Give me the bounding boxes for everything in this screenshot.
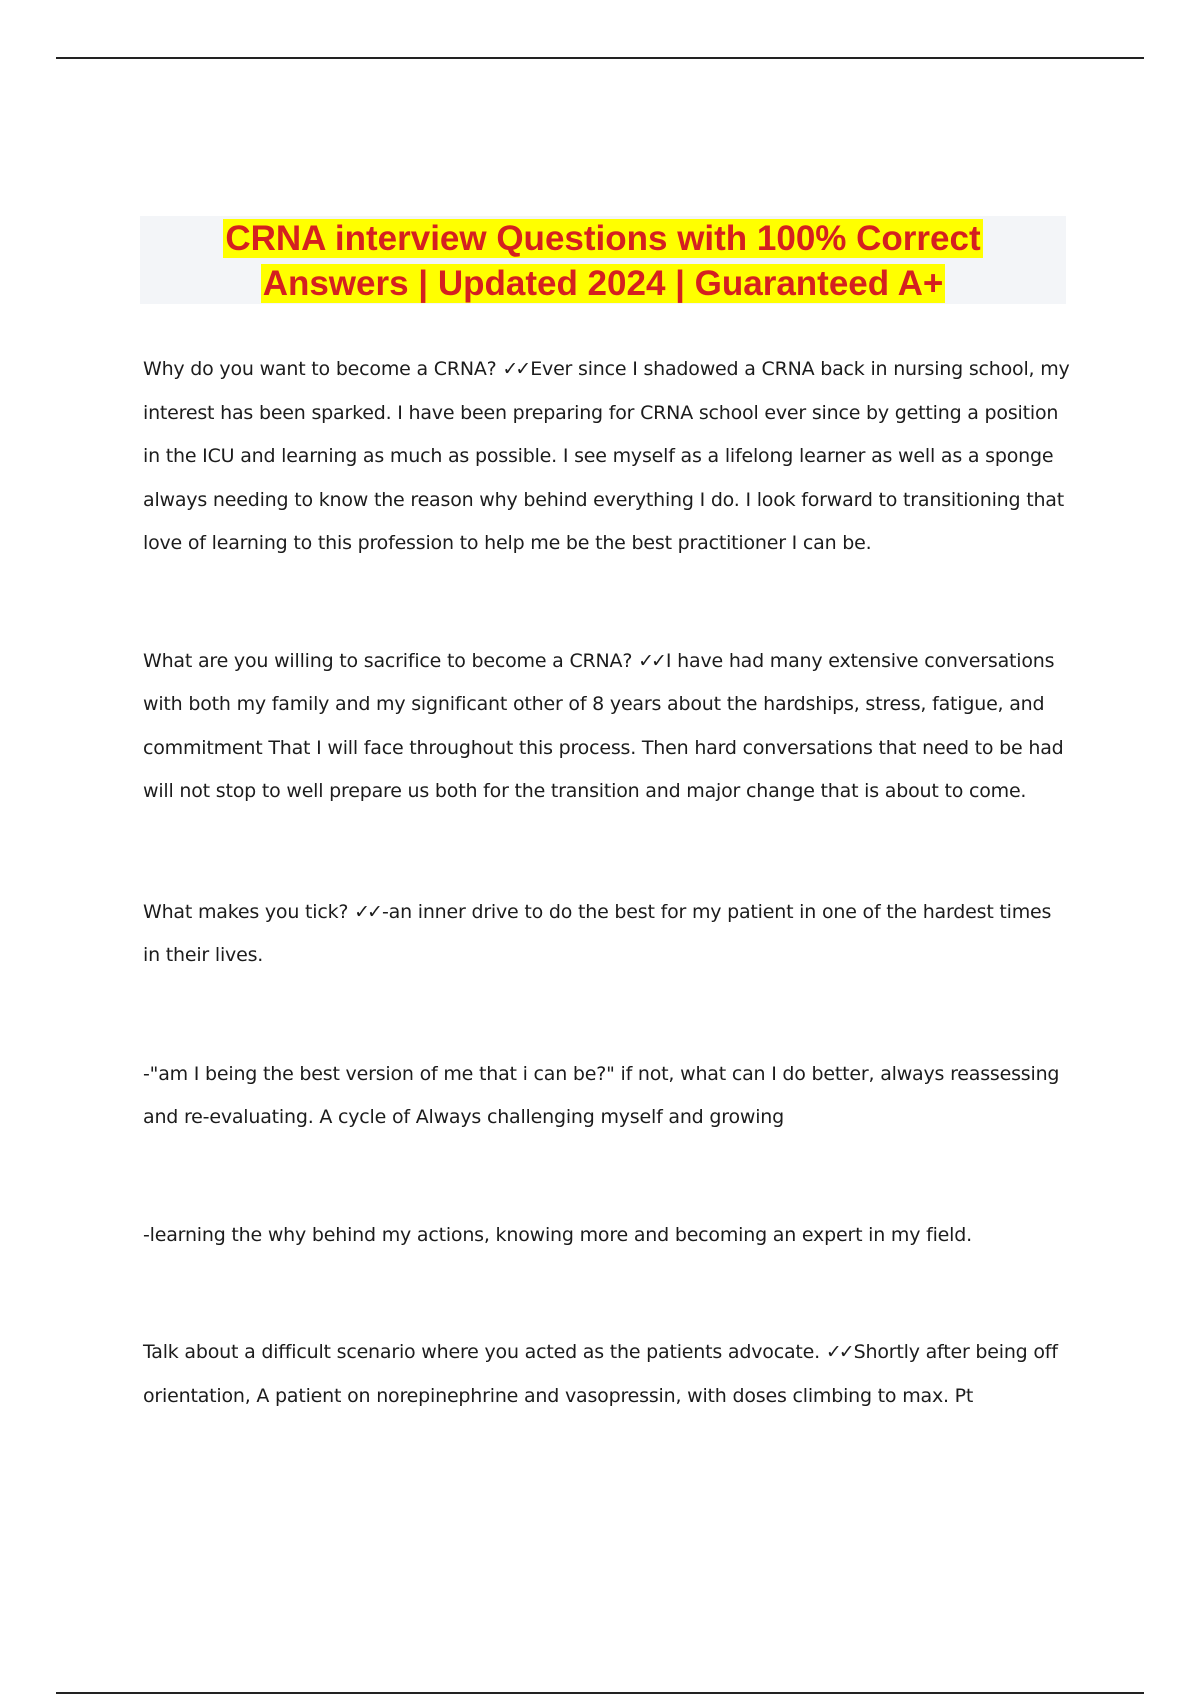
check-mark-icon: ✓✓ — [638, 649, 664, 672]
check-mark-icon: ✓✓ — [354, 900, 380, 923]
answer-text: Shortly after being off orientation, A patient on norepinephrine and vasopressin, with doses climbing to max. Pt — [143, 1341, 1058, 1407]
answer-text: -learning the why behind my actions, knowing more and becoming an expert in my field. — [143, 1223, 972, 1246]
qa-entry-2 — [143, 640, 1073, 814]
qa-entry-4 — [143, 1053, 1073, 1140]
answer-text: -an inner drive to do the best for my patient in one of the hardest times in their lives. — [143, 900, 1052, 966]
qa-entry-6 — [143, 1331, 1073, 1418]
document-title — [140, 216, 1066, 304]
question-text: Why do you want to become a CRNA? — [143, 358, 497, 380]
title-line-1: CRNA interview Questions with 100% Correct — [225, 219, 981, 258]
question-text: Talk about a difficult scenario where you acted as the patients advocate. — [143, 1341, 820, 1363]
answer-text: I have had many extensive conversations with both my family and my significant other of 8 years about the hardships, stress, fatigue, and commitment That I will face throughout this process. Then hard conversations that need to be had will not stop to well prepare us both for the transition and major change that is about to come. — [143, 649, 1064, 802]
question-text: What makes you tick? — [143, 900, 349, 923]
qa-entry-3 — [143, 891, 1073, 978]
qa-entry-5 — [143, 1214, 1073, 1258]
title-line-2: Answers | Updated 2024 | Guaranteed A+ — [262, 264, 944, 303]
answer-text: Ever since I shadowed a CRNA back in nursing school, my interest has been sparked. I have been preparing for CRNA school ever since by getting a position in the ICU and learning as much as possible. I see myself as a lifelong learner as well as a sponge always needing to know the reason why behind everything I do. I look forward to transitioning that love of learning to this profession to help me be the best practitioner I can be. — [143, 358, 1070, 554]
qa-entry-1 — [143, 348, 1073, 566]
bottom-rule — [56, 1692, 1144, 1694]
document-body — [143, 348, 1073, 1418]
question-text: What are you willing to sacrifice to become a CRNA? — [143, 649, 633, 672]
answer-text: -"am I being the best version of me that i can be?" if not, what can I do better, always reassessing and re-evaluating. A cycle of Always challenging myself and growing — [143, 1062, 1060, 1128]
check-mark-icon: ✓✓ — [825, 1341, 852, 1363]
check-mark-icon: ✓✓ — [502, 358, 529, 380]
top-rule — [56, 57, 1144, 59]
